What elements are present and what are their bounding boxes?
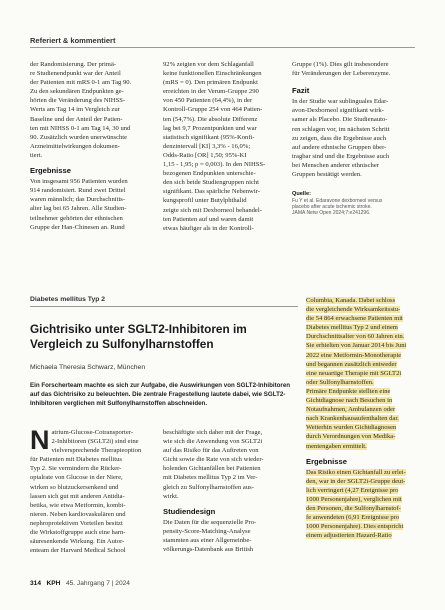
text-line: Kontroll-Gruppe 254 von 464 Patien- (163, 106, 263, 114)
text-line: 2-Inhibitoren (SGLT2i) sind eine (51, 438, 139, 446)
text-line: holenden Gichtanfällen bei Patienten (163, 465, 261, 473)
journal-name: KPH (46, 580, 61, 587)
text-line: Gruppe der Han-Chinesen an. Rund (30, 223, 125, 231)
text-line: die 54 864 erwachsene Patienten mit (306, 315, 403, 323)
text-line: ten mit NIHSS 0-1 am Tag 14, 30 und (30, 124, 131, 132)
article-column-2 (163, 428, 285, 554)
text-line: den Personen, die Sulfonylharnstof- (306, 505, 401, 513)
text-line: Zu den sekundären Endpunkten ge- (30, 88, 124, 96)
text-line: mentengaben ermittelt. (306, 442, 367, 450)
text-line: Gruppen bestätigt werden. (292, 171, 362, 179)
text-line: denzintervall [KI] 3,3% - 16,0%; (163, 142, 251, 150)
text-line: mit Diabetes mellitus Typ 2 im Ver- (163, 474, 258, 482)
text-line: Fu Y et al. Edaravone dexborneol versus (292, 197, 383, 204)
text-line: re Studienendpunkt war der Anteil (30, 70, 121, 78)
article-col2-para (163, 428, 285, 501)
text-line: den sich beide Studiengruppen nicht (163, 179, 259, 187)
text-line: einem adjustierten Hazard-Ratio (306, 532, 392, 540)
text-line: vielversprechende Therapieoption (51, 447, 142, 455)
text-line: nach Krankenhausaufenthalten dar. (306, 415, 399, 423)
article-intro (30, 428, 152, 464)
text-line: eine neuartige Therapie mit SGLT2i (306, 369, 402, 377)
text-line: der Patienten mit mRS 0-1 am Tag 90. (30, 79, 132, 87)
text-line: Primäre Endpunkte stellten eine (306, 387, 391, 395)
text-line: 92% zeigten vor dem Schlaganfall (163, 61, 254, 68)
text-line: pensity-Score-Matching-Analyse (163, 527, 251, 535)
text-line: Arzneimittelwirkungen dokumen- (30, 142, 120, 150)
text-line: lag bei 9,7 Prozentpunkten und war (163, 124, 257, 132)
text-line: 914 randomisiert. Rund zwei Drittel (30, 187, 126, 195)
article-lead: Ein Forscherteam machte es sich zur Aufgabe, die Auswirkungen von SGLT2-Inhibitoren auf das Gichtrisiko zu beleuchten. Die zentrale Fragestellung lautete dabei, wie SGLT2-Inhibitoren verglichen mit Sulfonylharnstoffen abschneiden. (30, 382, 291, 407)
text-line: Weiterhin wurden Gichtdiagnosen (306, 424, 397, 432)
heading-ergebnisse: Ergebnisse (30, 166, 71, 176)
text-line: ren schlagen vor, im nächsten Schritt (292, 125, 390, 133)
source-text (292, 198, 412, 217)
text-line: erreichten in der Verum-Gruppe 290 (163, 88, 259, 96)
text-line: stammten aus einer Allgemeinbe- (163, 537, 252, 545)
text-line: für Patienten mit Diabetes mellitus (30, 456, 122, 464)
text-line: Das Risiko einen Gichtanfall zu erlei- (306, 468, 406, 476)
text-line: wie sich die Anwendung von SGLT2i (163, 438, 263, 446)
top-col3-para (292, 60, 412, 78)
text-line: samer als Placebo. Die Studienauto- (292, 116, 388, 124)
journal-issue: 45. Jahrgang 7 | 2024 (65, 580, 130, 587)
text-line: nieren. Neben kardiovaskulären und (30, 510, 126, 518)
text-line: (mRS = 0). Den primären Endpunkt (163, 79, 258, 87)
text-line: Gichtdiagnose nach Besuchen in (306, 397, 393, 405)
text-line: placebo after acute ischemic stroke. (292, 203, 372, 210)
top-col3-para-b (292, 97, 412, 179)
text-line: etwas häufiger als in der Kontroll- (163, 224, 254, 232)
text-line: der Randomisierung. Der primä- (30, 61, 117, 68)
text-line: signifikant. Das spärliche Nebenwir- (163, 188, 260, 196)
text-line: optalrate von Glucose in der Niere, (30, 474, 123, 482)
text-line: enteam der Harvard Medical School (30, 547, 126, 555)
text-line: bei Menschen anderer ethnischer (292, 161, 379, 169)
text-line: Von insgesamt 956 Patienten wurden (30, 178, 128, 186)
text-line: nephroprotektiven Vorteilen besitzt (30, 519, 123, 527)
text-line: lich verringert (4,27 Ereignisse pro (306, 486, 399, 494)
text-line: durch Verordnungen von Medika- (306, 433, 396, 441)
article-divider (30, 306, 298, 307)
text-line: kungsprofil unter Butylphthalid (163, 197, 247, 205)
text-line: 90. Zusätzlich wurden unerwünschte (30, 133, 128, 141)
top-col1-para (30, 60, 150, 160)
top-column-2 (163, 60, 283, 233)
text-line: statistisch signifikant (95%-Konfi- (163, 133, 255, 141)
text-line: oder Sulfonylharnstoffen. (306, 378, 374, 386)
text-line: Odds-Ratio [OR] 1,50; 95%-KI (163, 151, 247, 159)
text-line: für Veränderungen der Leberenzyme. (292, 70, 391, 78)
top-column-1 (30, 60, 150, 232)
text-line: betika, wie etwa Metformin, kombi- (30, 501, 126, 509)
text-line: hörten die Veränderung des NIHSS- (30, 97, 126, 105)
top-column-3 (292, 60, 412, 217)
text-line: und begannen zusätzlich entweder (306, 360, 397, 368)
text-line: auf andere ethnische Gruppen über- (292, 143, 387, 151)
heading-fazit: Fazit (292, 86, 310, 96)
text-line: säuresenkende Wirkung. Ein Autor- (30, 538, 125, 546)
article-author: Michaela Theresia Schwarz, München (30, 364, 146, 371)
text-line: alter lag bei 65 Jahren. Alle Studien- (30, 205, 127, 213)
text-line: atrium-Glucose-Cotransporter- (51, 429, 134, 436)
text-line: avon-Dexborneol signifikant wirk- (292, 107, 384, 115)
article-col3-para (306, 296, 418, 451)
heading-ergebnisse-2: Ergebnisse (306, 456, 347, 466)
text-line: ten (54,7%). Die absolute Differenz (163, 115, 258, 123)
top-col2-para (163, 60, 283, 233)
text-line: auf das Risiko für das Auftreten von (163, 447, 259, 455)
text-line: Werts am Tag 14 im Vergleich zur (30, 106, 120, 114)
text-line: zeigte sich mit Dexborneol behandel- (163, 206, 262, 214)
text-line: gleich zu Sulfonylharnstoffen aus- (163, 483, 254, 491)
source-label: Quelle: (292, 191, 311, 198)
page-footer (30, 580, 130, 587)
text-line: 2022 eine Metformin-Monotherapie (306, 351, 402, 359)
text-line: Die Daten für die sequenzielle Pro- (163, 518, 257, 526)
text-line: 1,15 - 1,95; p = 0,003). In den NIHSS- (163, 161, 266, 169)
text-line: wirken so blutzuckersenkend und (30, 483, 119, 491)
top-col1-para-b (30, 177, 150, 232)
text-line: Columbia, Kanada. Dabei schloss (306, 297, 396, 304)
text-line: von 450 Patienten (64,4%), in der (163, 97, 253, 105)
text-line: bezogenen Endpunkten unterschie- (163, 170, 256, 178)
text-line: In der Studie war sublinguales Edar- (292, 98, 389, 106)
text-line: den, war in der SGLT2i-Gruppe deut- (306, 477, 406, 485)
text-line: die Wirkstoffgruppe auch eine harn- (30, 529, 126, 537)
article-col2-para-b (163, 518, 285, 554)
dropcap: N (30, 428, 50, 455)
text-line: beschäftigte sich daher mit der Frage, (163, 429, 263, 436)
text-line: 1000 Personenjahre), verglichen mit (306, 495, 402, 503)
article-column-1 (30, 428, 152, 555)
top-divider (30, 47, 415, 48)
article-col1-rest (30, 464, 152, 555)
text-line: 1000 Personenjahre). Dies entspricht (306, 523, 404, 531)
text-line: tragbar sind und die Ergebnisse auch (292, 152, 390, 160)
text-line: fe anwendeten (6,91 Ereignisse pro (306, 514, 400, 522)
heading-studiendesign: Studiendesign (163, 506, 216, 516)
text-line: JAMA Netw Open 2024;7:e241296. (292, 210, 371, 217)
text-line: völkerungs-Datenbank aus British (163, 546, 254, 554)
text-line: Baseline und der Anteil der Patien- (30, 115, 123, 123)
article-column-3 (306, 296, 418, 540)
text-line: Typ 2. Sie vermindern die Rücker- (30, 465, 122, 473)
text-line: Diabetes mellitus Typ 2 und einem (306, 324, 398, 332)
text-line: zu zeigen, dass die Ergebnisse auch (292, 134, 386, 142)
text-line: Gicht sowie die Rate von sich wieder- (163, 456, 264, 464)
text-line: lassen sich gut mit anderen Antidia- (30, 492, 125, 500)
text-line: Gruppe (1%). Dies gilt insbesondere (292, 61, 389, 68)
article-title: Gichtrisiko unter SGLT2-Inhibitoren im Vergleich zu Sulfonylharnstoffen (30, 322, 247, 351)
text-line: Durchschnittsalter von 60 Jahren ein. (306, 333, 405, 341)
article-col3-para-b (306, 468, 418, 541)
text-line: die vergleichende Wirksamkeitsstu- (306, 306, 401, 314)
text-line: teilnehmer gehörten der ethnischen (30, 214, 123, 222)
text-line: Sie erhielten von Januar 2014 bis Juni (306, 342, 407, 350)
text-line: tiert. (30, 151, 43, 159)
text-line: wirkt. (163, 492, 179, 500)
article-section-label: Diabetes mellitus Typ 2 (30, 296, 106, 303)
text-line: waren männlich; das Durchschnitts- (30, 196, 126, 204)
text-line: Notaufnahmen, Ambulanzen oder (306, 406, 396, 414)
section-header: Referiert & kommentiert (30, 36, 116, 45)
source-block (292, 191, 412, 217)
text-line: ten Patienten auf und waren damit (163, 215, 254, 223)
text-line: keine funktionellen Einschränkungen (163, 70, 262, 78)
page-number: 314 (30, 580, 42, 587)
